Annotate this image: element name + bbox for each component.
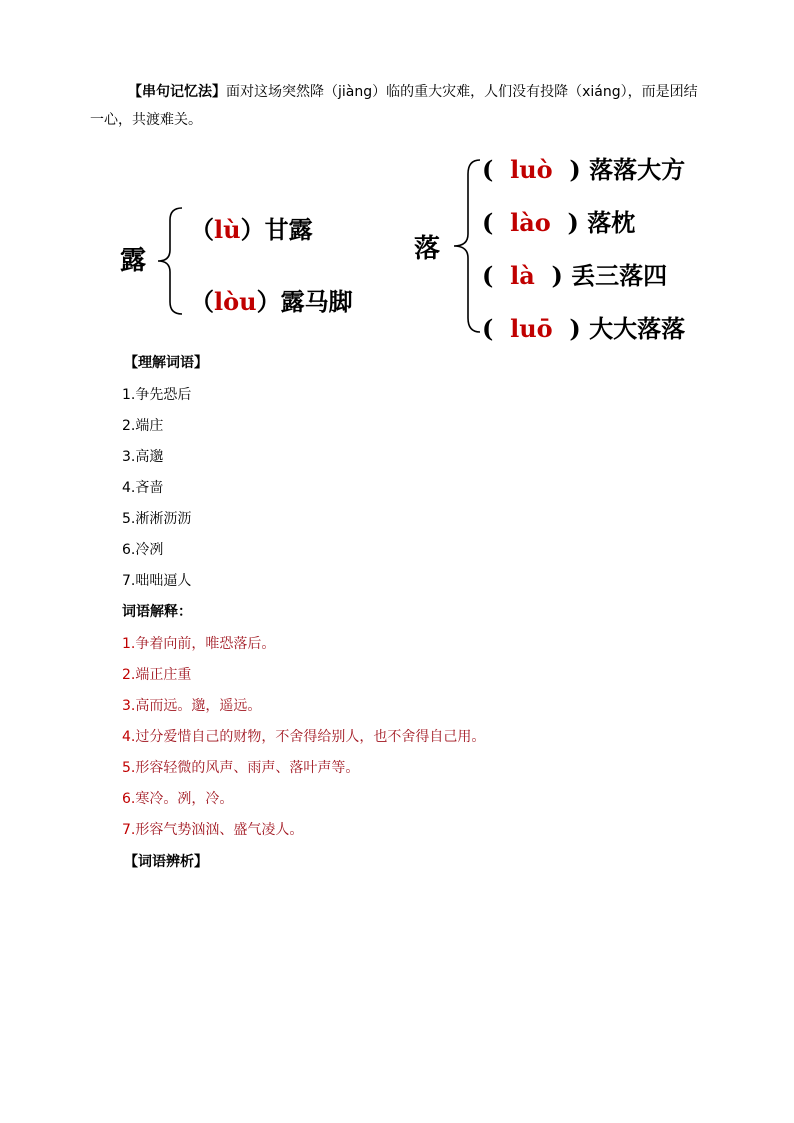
explain-text-5: 形容轻微的风声、雨声、落叶声等。 (135, 760, 360, 776)
intro-text: 面对这场突然降（jiàng）临的重大灾难，人们没有投降（xiáng），而是团结一心，共渡难关。 (90, 84, 698, 128)
luo-pinyin-4: luō (510, 314, 553, 343)
luo-pinyin-2: lào (510, 208, 551, 237)
explain-text-2: 端正庄重 (135, 667, 192, 683)
word-item-5: 5.淅淅沥沥 (122, 511, 192, 527)
explain-text-4: 过分爱惜自己的财物，不舍得给别人，也不舍得自己用。 (135, 729, 486, 745)
luo-pinyin-1: luò (510, 155, 553, 184)
lu-pinyin-1: lù (214, 215, 241, 244)
explain-num-1: 1. (122, 636, 136, 652)
explain-num-6: 6. (122, 791, 136, 807)
explain-item-2 (122, 664, 191, 684)
explain-text-3: 高而远。邈，遥远。 (135, 698, 262, 714)
luo-word-2: 落枕 (587, 208, 636, 237)
explain-item-5 (122, 757, 359, 777)
explain-text-7: 形容气势汹汹、盛气凌人。 (135, 822, 304, 838)
luo-word-3: 丢三落四 (571, 261, 668, 290)
luo-pinyin-3: là (510, 261, 535, 290)
explain-item-4 (122, 726, 485, 746)
word-item-2: 2.端庄 (122, 418, 164, 434)
explain-item-7 (122, 819, 303, 839)
luo-item-4: ( luō ) 大大落落 (482, 314, 686, 343)
word-item-3: 3.高邈 (122, 449, 164, 465)
intro-paragraph (90, 78, 710, 134)
luo-char: 落 (414, 234, 441, 264)
explain-text-1: 争着向前，唯恐落后。 (135, 636, 276, 652)
explain-num-3: 3. (122, 698, 136, 714)
explain-num-4: 4. (122, 729, 136, 745)
word-item-4: 4.吝啬 (122, 480, 164, 496)
lu-pinyin-2: lòu (214, 287, 257, 316)
lu-item-2: （lòu）露马脚 (190, 287, 353, 316)
understand-heading: 【理解词语】 (124, 355, 208, 371)
luo-item-2: ( lào ) 落枕 (482, 208, 636, 237)
explain-item-6 (122, 788, 233, 808)
luo-item-1: ( luò ) 落落大方 (482, 155, 686, 184)
explain-num-2: 2. (122, 667, 136, 683)
explain-item-1 (122, 633, 275, 653)
analysis-heading: 【词语辨析】 (124, 854, 208, 870)
word-item-6: 6.冷冽 (122, 542, 164, 558)
lu-brace (156, 206, 186, 316)
explain-text-6: 寒冷。冽，冷。 (135, 791, 234, 807)
luo-word-4: 大大落落 (589, 314, 686, 343)
explain-item-3 (122, 695, 261, 715)
explain-heading: 词语解释： (122, 604, 192, 620)
word-item-1: 1.争先恐后 (122, 387, 192, 403)
intro-label: 【串句记忆法】 (128, 84, 226, 100)
luo-word-1: 落落大方 (589, 155, 686, 184)
lu-char: 露 (120, 246, 147, 276)
lu-word-2: 露马脚 (280, 287, 353, 316)
explain-num-7: 7. (122, 822, 136, 838)
lu-item-1: （lù）甘露 (190, 215, 313, 244)
luo-item-3: ( là ) 丢三落四 (482, 261, 668, 290)
lu-word-1: 甘露 (264, 215, 313, 244)
luo-brace (452, 158, 482, 334)
explain-num-5: 5. (122, 760, 136, 776)
word-item-7: 7.咄咄逼人 (122, 573, 192, 589)
